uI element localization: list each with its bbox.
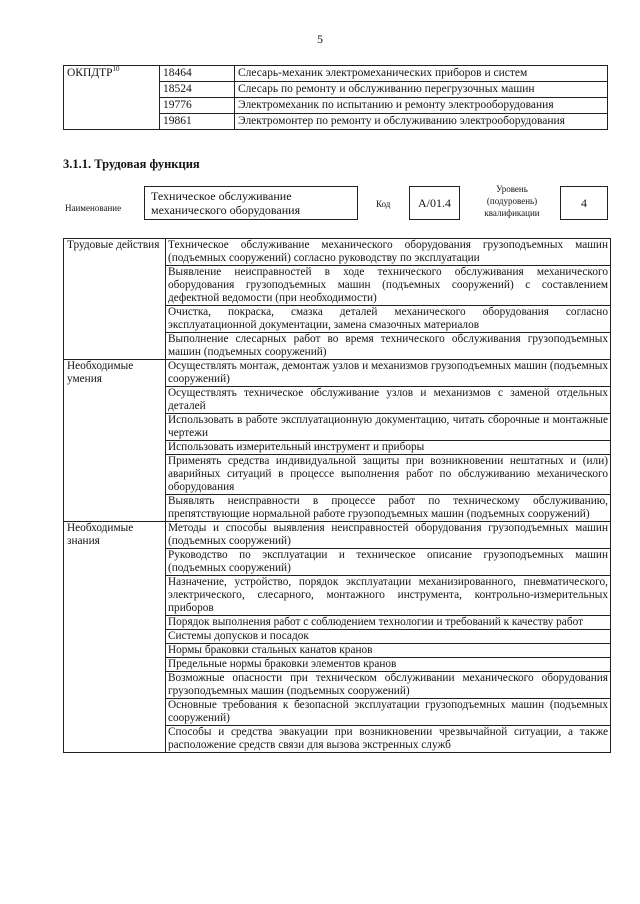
okpdtr-code: 18524 bbox=[160, 82, 235, 98]
list-item: Способы и средства эвакуации при возникновении чрезвычайной ситуации, а также расположение средств связи для вызова экстренных служб bbox=[166, 726, 611, 753]
list-item: Нормы браковки стальных канатов кранов bbox=[166, 644, 611, 658]
table-row bbox=[64, 549, 611, 576]
category-cell bbox=[64, 630, 166, 644]
list-item: Техническое обслуживание механического оборудования грузоподъемных машин (подъемных сооружений) согласно руководству по эксплуатации bbox=[166, 239, 611, 266]
category-cell bbox=[64, 455, 166, 495]
list-item: Выявление неисправностей в ходе технического обслуживания механического оборудования грузоподъемных машин (подъемных сооружений) с составлением дефектной ведомости (при необходимости) bbox=[166, 266, 611, 306]
category-cell bbox=[64, 549, 166, 576]
list-item: Руководство по эксплуатации и техническое описание грузоподъемных машин (подъемных сооружений) bbox=[166, 549, 611, 576]
table-row bbox=[64, 306, 611, 333]
table-row bbox=[64, 441, 611, 455]
table-row bbox=[64, 239, 611, 266]
category-cell bbox=[64, 441, 166, 455]
okpdtr-label: ОКПДТР bbox=[67, 67, 113, 79]
okpdtr-name: Слесарь по ремонту и обслуживанию перегрузочных машин bbox=[235, 82, 608, 98]
table-row bbox=[64, 455, 611, 495]
table-row bbox=[64, 672, 611, 699]
category-label: Необходимые знания bbox=[64, 522, 166, 549]
category-cell bbox=[64, 266, 166, 306]
category-cell bbox=[64, 616, 166, 630]
table-row bbox=[64, 387, 611, 414]
table-row bbox=[64, 414, 611, 441]
table-row bbox=[64, 630, 611, 644]
list-item: Предельные нормы браковки элементов кранов bbox=[166, 658, 611, 672]
category-cell bbox=[64, 495, 166, 522]
table-row bbox=[64, 522, 611, 549]
list-item: Использовать в работе эксплуатационную документацию, читать сборочные и монтажные чертежи bbox=[166, 414, 611, 441]
list-item: Осуществлять техническое обслуживание узлов и механизмов с заменой отдельных деталей bbox=[166, 387, 611, 414]
code-label: Код bbox=[376, 199, 391, 209]
okpdtr-name: Электромеханик по испытанию и ремонту электрооборудования bbox=[235, 98, 608, 114]
table-row bbox=[64, 360, 611, 387]
list-item: Основные требования к безопасной эксплуатации грузоподъемных машин (подъемных сооружений) bbox=[166, 699, 611, 726]
category-label: Необходимые умения bbox=[64, 360, 166, 387]
category-cell bbox=[64, 306, 166, 333]
name-label: Наименование bbox=[65, 203, 122, 213]
table-row bbox=[64, 644, 611, 658]
table-row bbox=[64, 726, 611, 753]
table-row bbox=[64, 616, 611, 630]
list-item: Осуществлять монтаж, демонтаж узлов и механизмов грузоподъемных машин (подъемных сооружений) bbox=[166, 360, 611, 387]
qualification-level-label: Уровень (подуровень) квалификации bbox=[484, 184, 540, 218]
okpdtr-label-cell bbox=[64, 66, 160, 130]
category-cell bbox=[64, 414, 166, 441]
category-cell bbox=[64, 699, 166, 726]
list-item: Назначение, устройство, порядок эксплуатации механизированного, пневматического, электрического, слесарного, монтажного инструмента, контрольно-измерительных приборов bbox=[166, 576, 611, 616]
category-cell bbox=[64, 672, 166, 699]
list-item: Выполнение слесарных работ во время технического обслуживания грузоподъемных машин (подъемных сооружений) bbox=[166, 333, 611, 360]
list-item: Использовать измерительный инструмент и приборы bbox=[166, 441, 611, 455]
function-name: Техническое обслуживание механического оборудования bbox=[144, 186, 358, 220]
table-row bbox=[64, 699, 611, 726]
okpdtr-name: Электромонтер по ремонту и обслуживанию электрооборудования bbox=[235, 114, 608, 130]
qualification-level: 4 bbox=[560, 186, 608, 220]
category-cell bbox=[64, 644, 166, 658]
footnote-marker: 10 bbox=[112, 65, 120, 74]
category-cell bbox=[64, 726, 166, 753]
list-item: Применять средства индивидуальной защиты при возникновении нештатных и (или) аварийных ситуаций в процессе выполнения работ по обслуживанию механического оборудования bbox=[166, 455, 611, 495]
list-item: Методы и способы выявления неисправностей оборудования грузоподъемных машин (подъемных сооружений) bbox=[166, 522, 611, 549]
okpdtr-table bbox=[63, 65, 608, 130]
category-cell bbox=[64, 333, 166, 360]
table-row bbox=[64, 658, 611, 672]
section-title: 3.1.1. Трудовая функция bbox=[63, 157, 200, 171]
list-item: Возможные опасности при техническом обслуживании механического оборудования грузоподъемных машин (подъемных сооружений) bbox=[166, 672, 611, 699]
okpdtr-code: 19776 bbox=[160, 98, 235, 114]
list-item: Системы допусков и посадок bbox=[166, 630, 611, 644]
okpdtr-code: 19861 bbox=[160, 114, 235, 130]
function-code: A/01.4 bbox=[409, 186, 460, 220]
okpdtr-code: 18464 bbox=[160, 66, 235, 82]
labor-function-table bbox=[63, 238, 611, 753]
category-label: Трудовые действия bbox=[64, 239, 166, 266]
table-row bbox=[64, 266, 611, 306]
table-row bbox=[64, 576, 611, 616]
table-row bbox=[64, 333, 611, 360]
page-number: 5 bbox=[317, 32, 323, 46]
category-cell bbox=[64, 576, 166, 616]
table-row bbox=[64, 66, 608, 82]
category-cell bbox=[64, 658, 166, 672]
list-item: Порядок выполнения работ с соблюдением технологии и требований к качеству работ bbox=[166, 616, 611, 630]
list-item: Очистка, покраска, смазка деталей механического оборудования согласно эксплуатационной документации, замена смазочных материалов bbox=[166, 306, 611, 333]
category-cell bbox=[64, 387, 166, 414]
okpdtr-name: Слесарь-механик электромеханических приборов и систем bbox=[235, 66, 608, 82]
table-row bbox=[64, 495, 611, 522]
list-item: Выявлять неисправности в процессе работ по техническому обслуживанию, препятствующие нормальной работе грузоподъемных машин (подъемных сооружений) bbox=[166, 495, 611, 522]
